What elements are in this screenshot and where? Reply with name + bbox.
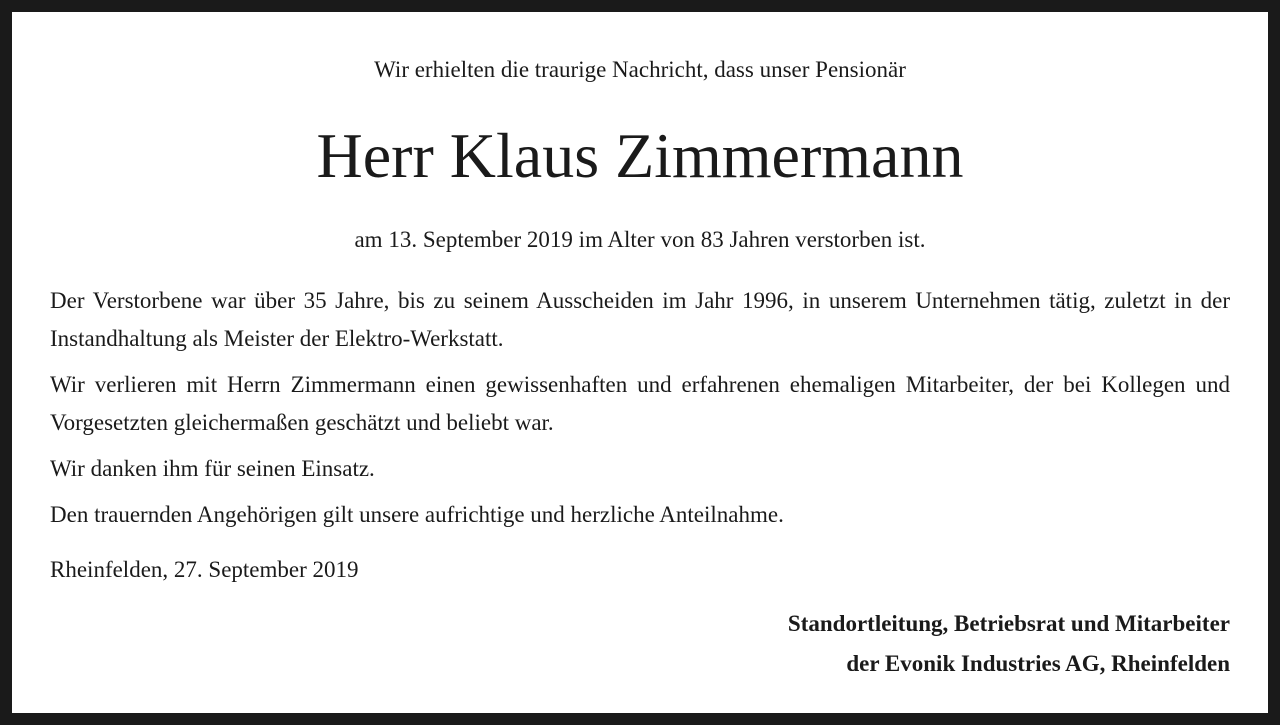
notice-body: [50, 282, 1230, 542]
paragraph-career: Der Verstorbene war über 35 Jahre, bis zu seinem Ausscheiden im Jahr 1996, in unserem Unternehmen tätig, zuletzt in der Instandhaltung als Meister der Elektro-Werkstatt.: [50, 288, 1230, 351]
signature-block: [788, 604, 1230, 684]
paragraph-tribute: Wir verlieren mit Herrn Zimmermann einen gewissenhaften und erfahrenen ehemaligen Mitarbeiter, der bei Kollegen und Vorgesetzten gleichermaßen geschätzt und beliebt war.: [50, 372, 1230, 435]
intro-line: Wir erhielten die traurige Nachricht, dass unser Pensionär: [374, 57, 906, 82]
place-and-date: Rheinfelden, 27. September 2019: [50, 557, 359, 582]
deceased-name: Herr Klaus Zimmermann: [316, 120, 964, 191]
signature-line: der Evonik Industries AG, Rheinfelden: [846, 651, 1230, 676]
paragraph-thanks: Wir danken ihm für seinen Einsatz.: [50, 456, 375, 481]
death-date-line: am 13. September 2019 im Alter von 83 Jahren verstorben ist.: [354, 227, 926, 252]
signature-line: Standortleitung, Betriebsrat und Mitarbeiter: [787, 611, 1230, 636]
paragraph-condolence: Den trauernden Angehörigen gilt unsere aufrichtige und herzliche Anteilnahme.: [50, 502, 784, 527]
obituary-notice: [12, 12, 1268, 713]
